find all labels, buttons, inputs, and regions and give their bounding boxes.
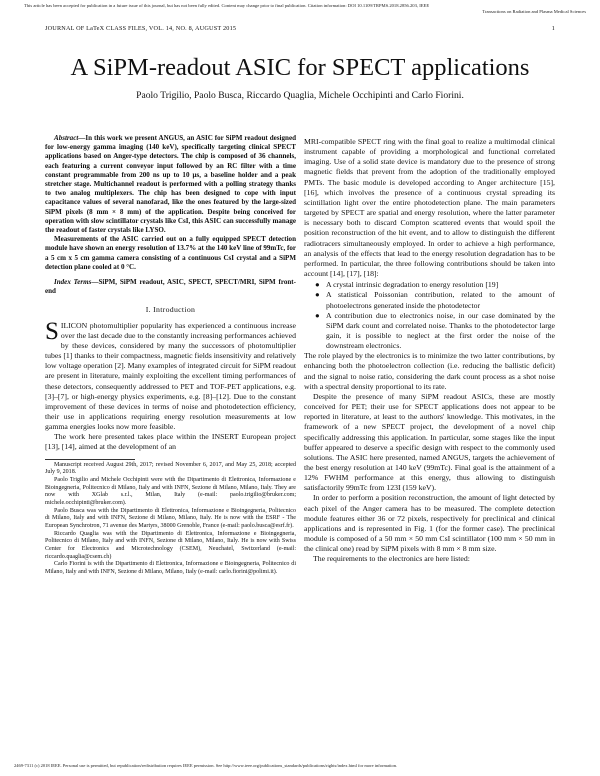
left-column — [45, 134, 296, 576]
right-paragraph-4: In order to perform a position reconstruction, the amount of light detected by each pixel of the Anger camera has to be measured. The complete detection module features either 36 or 72 pixels, respectively for preclinical and clinical applications and is represented in Fig. 1 (for the former case). The preclinical module is composed of a 50 mm × 50 mm CsI scintillator (100 mm × 50 mm in the clinical one) read by SiPM pixels with 8 mm × 8 mm size. — [304, 493, 555, 554]
footnote-quaglia: Riccardo Quaglia was with the Dipartimento di Elettronica, Informazione e Bioingegneria, Politecnico di Milano, Italy and with INFN, Sezione di Milano, Milano, Italy. He is now with Swiss Center for Electronics and Microtechnology (CSEM), Neuchatel, Switzerland (e-mail: riccardo.quaglia@csem.ch) — [45, 530, 296, 560]
list-item: ● A statistical Poissonian contribution, related to the amount of photoelectrons generated inside the photodetector — [315, 290, 555, 310]
right-column — [304, 137, 555, 565]
index-terms-text: —SiPM, SiPM readout, ASIC, SPECT, SPECT/MRI, SiPM front-end — [45, 278, 296, 296]
intro-paragraph-2: The work here presented takes place within the INSERT European project [13], [14], aimed at the development of an — [45, 432, 296, 452]
abstract-text-2: Measurements of the ASIC carried out on a fully equipped SPECT detection module have shown an energy resolution of 13.7% at the 140 keV line of 99mTc, for a 5 cm x 5 cm gamma camera consisting of a continuous CsI crystal and a SiPM detection plane cooled at 0 °C. — [45, 235, 296, 271]
footnote-manuscript: Manuscript received August 29th, 2017; revised November 6, 2017, and May 25, 2018; accepted July 9, 2018. — [45, 461, 296, 476]
copyright-footer: 2469-7311 (c) 2018 IEEE. Personal use is permitted, but republication/redistribution requires IEEE permission. See http://www.ieee.org/publications_standards/publications/rights/index.html for more information. — [14, 763, 398, 768]
list-item: ● A crystal intrinsic degradation to energy resolution [19] — [315, 280, 499, 290]
abstract — [45, 134, 296, 296]
running-head — [45, 25, 555, 32]
intro-paragraph-1 — [45, 317, 296, 433]
right-paragraph-5: The requirements to the electronics are here listed: — [313, 554, 470, 564]
bullet-icon: ● — [315, 280, 320, 290]
right-paragraph-3: Despite the presence of many SiPM readout ASICs, these are mostly conceived for PET; their use for SPECT applications does not appear to be reported in literature, at least to the authors' knowledge. This motivates, in the framework of a new SPECT project, the development of a novel chip specifically addressing this application. In particular, some stages like the input buffer appeared to deserve a specific design with respect to the commonly used solutions. The ASIC here presented, named ANGUS, targets the achievement of the best energy resolution at 140 keV (99mTc). Final goal is the attainment of a 12% FWHM performance at this energy, thus allowing to distinguish satisfactorily 99mTc from 123I (159 keV). — [304, 391, 555, 493]
author-list: Paolo Trigilio, Paolo Busca, Riccardo Quaglia, Michele Occhipinti and Carlo Fiorini. — [136, 90, 464, 101]
bullet-icon: ● — [315, 290, 320, 300]
intro-text-1: ILICON photomultiplier popularity has experienced a continuous increase over the last decade due to the constantly increasing performances achieved by these devices, considered by many the successors of photomultiplier tubes [1] thanks to their compactness, magnetic fields insensitivity and relatively low voltage operation [2]. Many examples of integrated circuit for SiPM readout are present in literature, mainly exploiting the excellent timing performances of these detectors, consequently addressed to PET and TOF-PET applications, e.g. [3]–[7], or high-energy physics experiments, e.g. [8]–[12]. Due to the constant improvement of these devices in terms of noise and photodetection efficiency, their use in applications requiring energy resolution measurements at low gamma energies looks now more feasible. — [45, 320, 296, 432]
footnotes — [45, 462, 296, 577]
contribution-list — [304, 280, 555, 351]
list-item: ● A contribution due to electronics noise, in our case dominated by the SiPM dark count and correlated noise. Thanks to the photodetector large gain, it is possible to neglect at the first order the noise of the downstream electronics. — [315, 310, 555, 351]
index-terms-label: Index Terms — [54, 278, 92, 287]
abstract-text: —In this work we present ANGUS, an ASIC for SiPM readout designed for low-energy gamma imaging (140 keV), specifically targeting clinical SPECT applications based on Anger-type detectors. The chip is composed of 36 channels, each featuring a current conveyor input followed by an RC filter with a time constant programmable from 200 ns up to 10 μs, a baseline holder and a peak stretcher stage. Multichannel readout is performed with a polling strategy thanks to two analog multiplexers. The chip has been designed to cope with input capacitance values of several nanofarad, like the ones featured by the large-sized SiPM pixels (8 mm × 8 mm) of the application. Despite being conceived for operation with slow scintillator crystals like CsI, this ASIC can successfully manage the readout of faster crystals like LYSO. — [45, 134, 296, 235]
footnote-trigilio: Paolo Trigilio and Michele Occhipinti were with the Dipartimento di Elettronica, Informazione e Bioingegneria, Politecnico di Milano, Italy and with INFN, Sezione di Milano, Milano, Italy. They are now with XGlab s.r.l., Milan, Italy (e-mail: paolo.trigilio@bruker.com; michele.occhipinti@bruker.com). — [45, 476, 296, 506]
right-paragraph-2: The role played by the electronics is to minimize the two latter contributions, by enhancing both the photoelectron collection (i.e. reducing the ballistic deficit) and the signal to noise ratio, considering the dark count process as a shot noise with a spectral density proportional to its rate. — [304, 351, 555, 391]
right-paragraph-1: MRI-compatible SPECT ring with the final goal to realize a multimodal clinical instrument capable of providing a morphological and functional correlated imaging. Use of a solid state device is mandatory due to the presence of strong magnetic fields that prevent from the adoption of the traditionally employed PMTs. The basic module is developed according to Anger architecture [15], [16], which involves the presence of a continuous crystal spreading its scintillation light over the entire photodetection plane. The main parameters targeted by SPECT are spatial and energy resolution, where the latter parameter is necessary both to discard Compton scattered events that would spoil the position reconstruction of the hit event, and to allow to distinguish the different radiotracers simultaneously employed. In order to achieve a high performance, an analysis of the effects that lead to the energy resolution degradation has to be performed. In particular, the three following contributions should be taken into account [14], [17], [18]: — [304, 137, 555, 279]
section-heading-introduction: I. Introduction — [145, 305, 196, 315]
footnote-fiorini: Carlo Fiorini is with the Dipartimento di Elettronica, Informazione e Bioingegneria, Politecnico di Milano, Italy and with INFN, Sezione di Milano, Milano, Italy (e-mail: carlo.fiorini@polimi.it). — [45, 561, 296, 575]
bullet-icon: ● — [315, 310, 320, 320]
notice-line-1: This article has been accepted for publication in a future issue of this journal, but has not been fully edited. Content may change prior to final publication. Citation information: DOI 10.1109/TRPMS.2018.2856.203, IEEE — [24, 3, 430, 8]
footnote-busca: Paolo Busca was with the Dipartimento di Elettronica, Informazione e Bioingegneria, Politecnico di Milano, Italy and with INFN, Sezione di Milano, Milano, Italy. He is now with the ESRF - The European Synchrotron, 71 avenue des Martyrs, 38000 Grenoble, France (e-mail: paolo.busca@esrf.fr). — [45, 507, 296, 529]
journal-header: JOURNAL OF LaTeX CLASS FILES, VOL. 14, NO. 8, AUGUST 2015 — [45, 25, 237, 32]
paper-title: A SiPM-readout ASIC for SPECT applications — [70, 54, 530, 81]
footnote-rule — [45, 459, 135, 460]
drop-cap: S — [45, 317, 59, 345]
abstract-label: Abstract — [54, 134, 79, 142]
publication-notice — [24, 3, 586, 14]
notice-line-2: Transactions on Radiation and Plasma Medical Sciences — [482, 8, 586, 14]
page-number: 1 — [551, 25, 555, 32]
